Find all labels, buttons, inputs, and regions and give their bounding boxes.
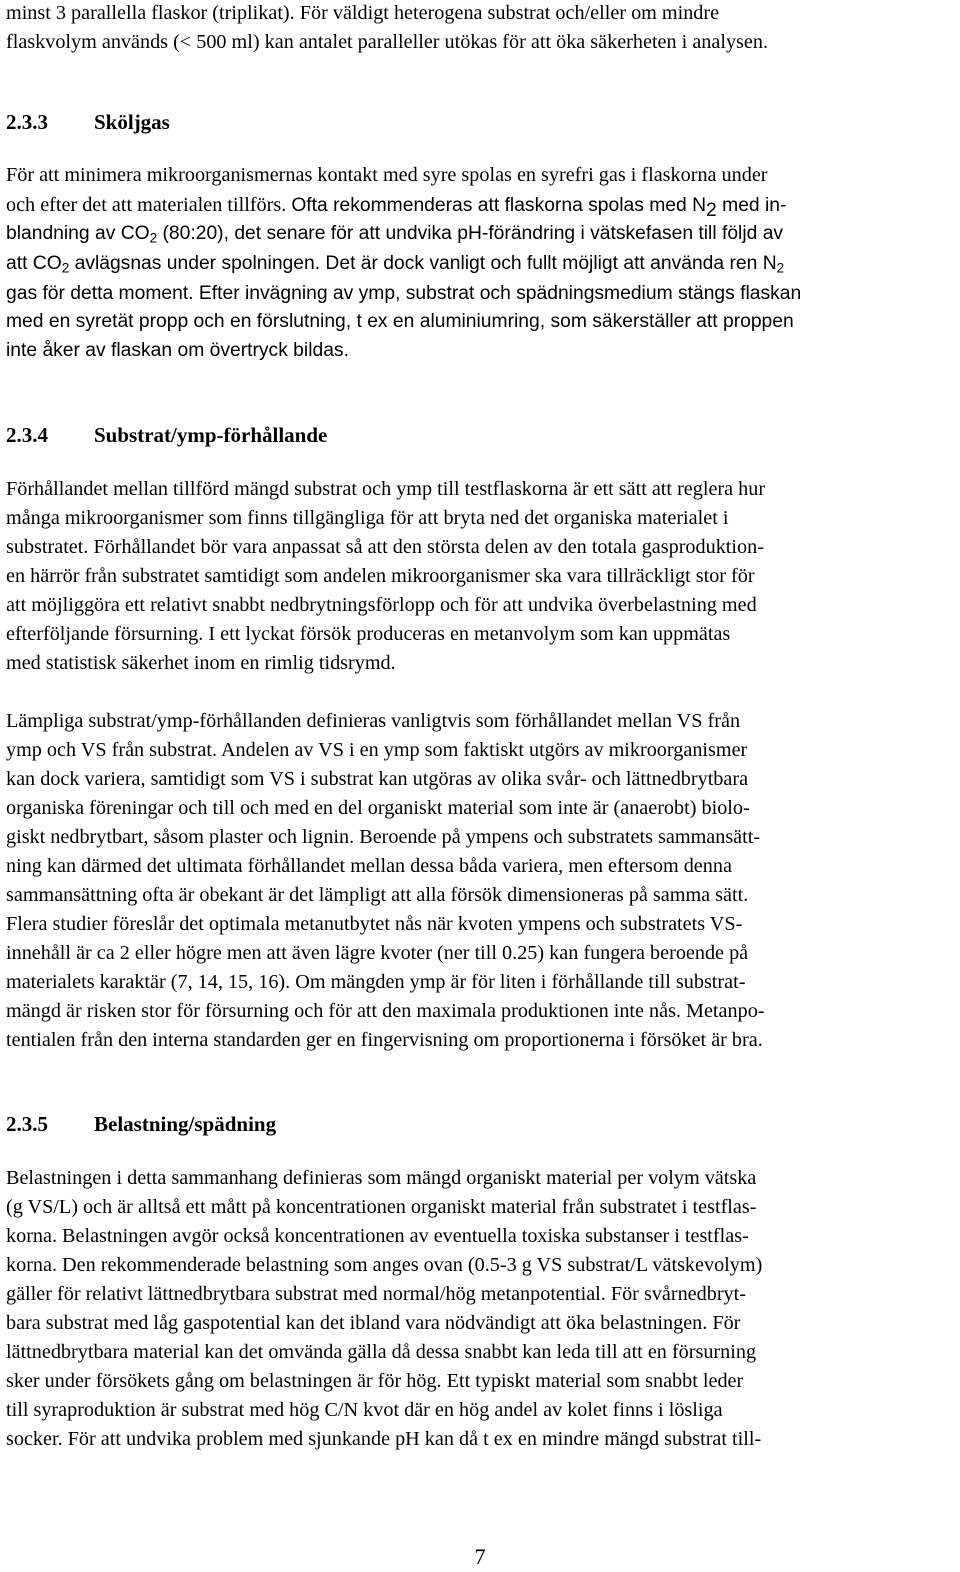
paragraph-line: ymp och VS från substrat. Andelen av VS i en ymp som faktiskt utgörs av mikroorganismer [6, 739, 748, 761]
section-heading-2-3-3 [6, 110, 954, 134]
section-heading-2-3-4 [6, 423, 954, 447]
paragraph-line: bara substrat med låg gaspotential kan det ibland vara nödvändigt att öka belastningen. För [6, 1312, 741, 1334]
paragraph-line: socker. För att undvika problem med sjunkande pH kan då t ex en mindre mängd substrat till- [6, 1428, 762, 1450]
paragraph-line: inte åker av flaskan om övertryck bildas. [6, 340, 349, 361]
paragraph-line: ning kan därmed det ultimata förhållandet mellan dessa båda variera, men eftersom denna [6, 855, 732, 877]
paragraph-line: och efter det att materialen tillförs. Ofta rekommenderas att flaskorna spolas med $N_2$ med in- [6, 194, 787, 221]
paragraph-line: materialets karaktär (7, 14, 15, 16). Om mängden ymp är för liten i förhållande till substrat- [6, 971, 746, 993]
paragraph-line: efterföljande försurning. I ett lyckat försök produceras en metanvolym som kan uppmätas [6, 623, 731, 645]
section-title: Substrat/ymp-förhållande [94, 423, 328, 447]
paragraph-line: Belastningen i detta sammanhang definieras som mängd organiskt material per volym vätska [6, 1167, 757, 1189]
section-heading-2-3-5 [6, 1112, 954, 1136]
paragraph-line: lättnedbrytbara material kan det omvända gälla då dessa snabbt kan leda till att en försurning [6, 1341, 757, 1363]
paragraph-line: sker under försökets gång om belastningen är för hög. Ett typiskt material som snabbt leder [6, 1370, 744, 1392]
paragraph-line: gas för detta moment. Efter invägning av ymp, substrat och spädningsmedium stängs flaskan [6, 283, 802, 304]
paragraph-line: mängd är risken stor för försurning och för att den maximala produktionen inte nås. Metanpo- [6, 1000, 765, 1022]
paragraph-line: många mikroorganismer som finns tillgängliga för att bryta ned det organiska materialet i [6, 507, 729, 529]
paragraph-line: korna. Belastningen avgör också koncentrationen av eventuella toxiska substanser i testflas- [6, 1225, 749, 1247]
section-title: Sköljgas [94, 110, 170, 134]
paragraph-line: tentialen från den interna standarden ger en fingervisning om proportionerna i försöket är bra. [6, 1029, 763, 1051]
intro-line-1: minst 3 parallella flaskor (triplikat). För väldigt heterogena substrat och/eller om mindre [6, 2, 720, 24]
paragraph-line: korna. Den rekommenderade belastning som anges ovan (0.5-3 g VS substrat/L vätskevolym) [6, 1254, 763, 1276]
paragraph-line: att möjliggöra ett relativt snabbt nedbrytningsförlopp och för att undvika överbelastning med [6, 594, 757, 616]
paragraph-line: gäller för relativt lättnedbrytbara substrat med normal/hög metanpotential. För svårnedbryt- [6, 1283, 746, 1305]
paragraph-line: (g VS/L) och är alltså ett mått på koncentrationen organiskt material från substratet i testflas- [6, 1196, 757, 1218]
paragraph-line: Förhållandet mellan tillförd mängd substrat och ymp till testflaskorna är ett sätt att reglera hur [6, 478, 766, 500]
paragraph-line: med en syretät propp och en förslutning, t ex en aluminiumring, som säkerställer att proppen [6, 311, 794, 332]
paragraph-line: blandning av $CO_2$ (80:20), det senare för att undvika pH-förändring i vätskefasen till följd av [6, 223, 784, 246]
paragraph-line: sammansättning ofta är obekant är det lämpligt att alla försök dimensioneras på samma sätt. [6, 884, 749, 906]
paragraph-line: till syraproduktion är substrat med hög C/N kvot där en hög andel av kolet finns i lösliga [6, 1399, 723, 1421]
section-number: 2.3.4 [6, 423, 48, 447]
page-number: 7 [474, 1544, 486, 1569]
paragraph-line: innehåll är ca 2 eller högre men att även lägre kvoter (ner till 0.25) kan fungera beroende på [6, 942, 749, 964]
paragraph-line: en härrör från substratet samtidigt som andelen mikroorganismer ska vara tillräckligt stor för [6, 565, 755, 587]
paragraph-line: med statistisk säkerhet inom en rimlig tidsrymd. [6, 652, 396, 674]
paragraph-line: För att minimera mikroorganismernas kontakt med syre spolas en syrefri gas i flaskorna under [6, 164, 768, 186]
paragraph-line: substratet. Förhållandet bör vara anpassat så att den största delen av den totala gasproduktion- [6, 536, 764, 558]
paragraph-line: giskt nedbrytbart, såsom plaster och lignin. Beroende på ympens och substratets sammansätt- [6, 826, 761, 848]
section-number: 2.3.5 [6, 1112, 48, 1136]
section-title: Belastning/spädning [94, 1112, 277, 1136]
paragraph-line: kan dock variera, samtidigt som VS i substrat kan utgöras av olika svår- och lättnedbrytbara [6, 768, 749, 790]
paragraph-line: att $CO_2$ avlägsnas under spolningen. Det är dock vanligt och fullt möjligt att använda ren $N_2$ [6, 253, 785, 276]
intro-line-2: flaskvolym används (< 500 ml) kan antalet paralleller utökas för att öka säkerheten i analysen. [6, 31, 768, 53]
paragraph-line: Flera studier föreslår det optimala metanutbytet nås när kvoten ympens och substratets VS- [6, 913, 743, 935]
section-number: 2.3.3 [6, 110, 48, 134]
paragraph-line: organiska föreningar och till och med en del organiskt material som inte är (anaerobt) biolo- [6, 797, 750, 819]
paragraph-line: Lämpliga substrat/ymp-förhållanden definieras vanligtvis som förhållandet mellan VS från [6, 710, 741, 732]
